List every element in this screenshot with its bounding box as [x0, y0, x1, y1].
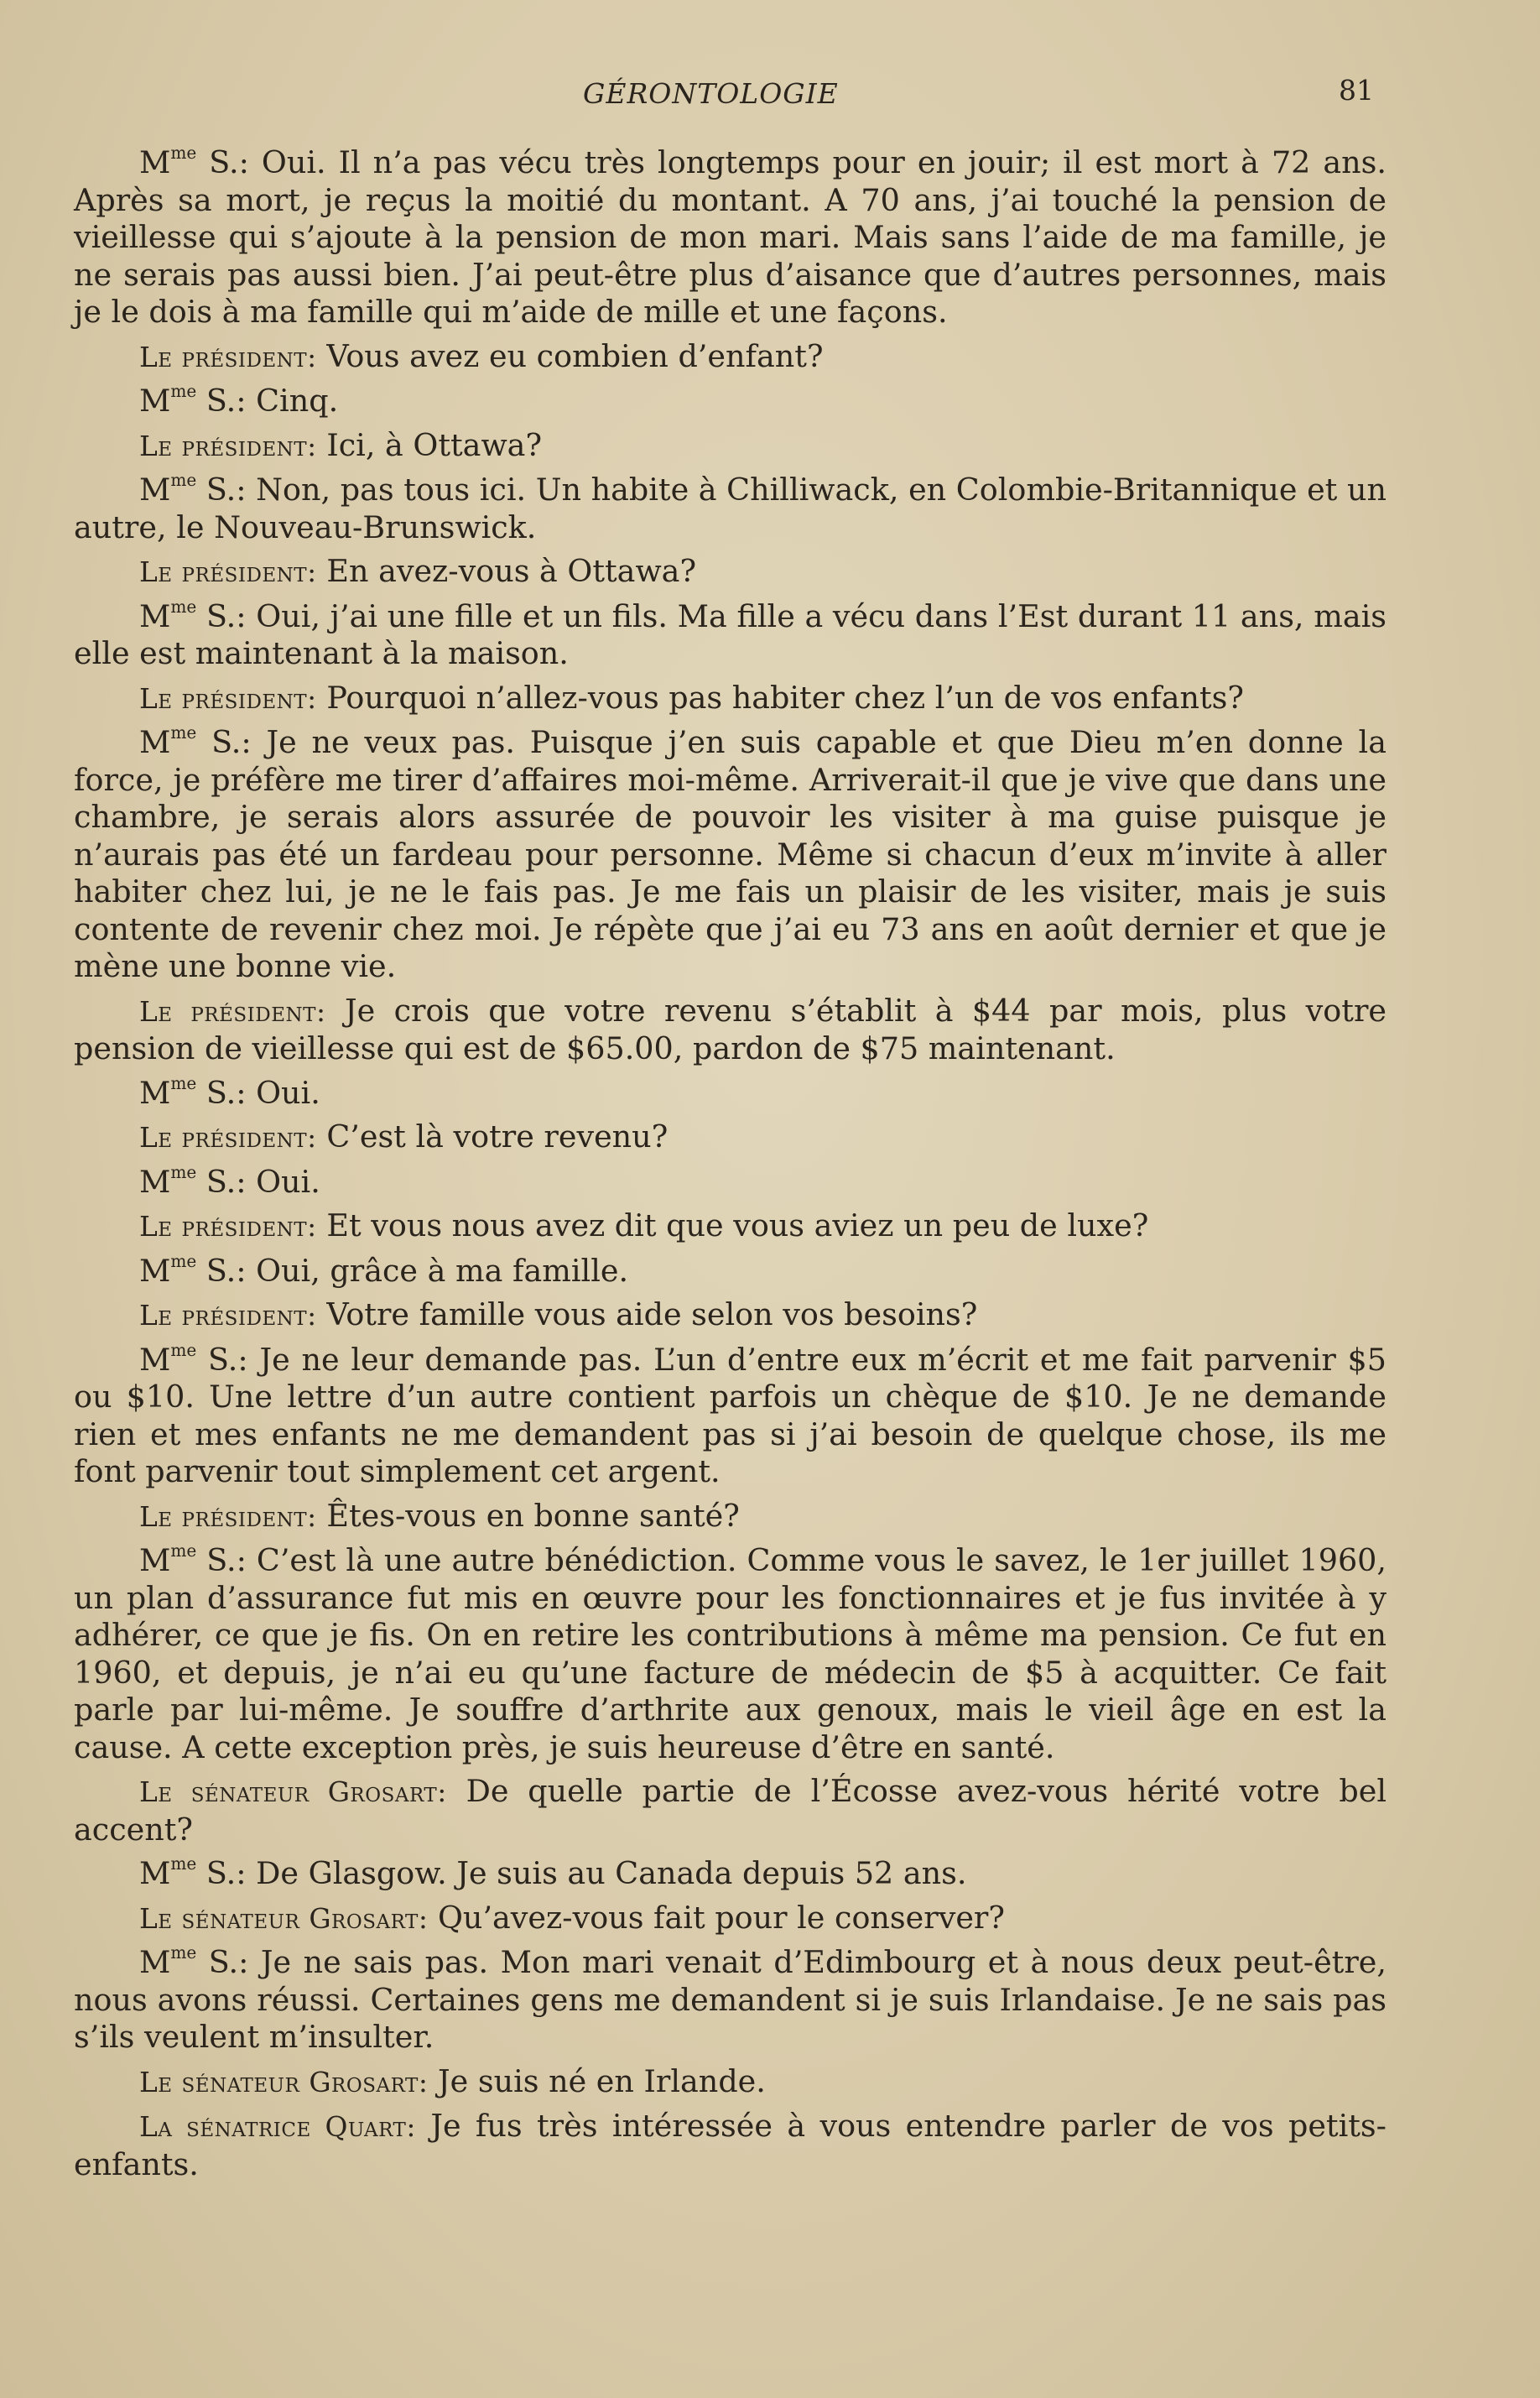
- speaker-name: S.:: [196, 724, 252, 760]
- speaker-initial: M: [139, 472, 171, 508]
- speaker-initial: M: [139, 597, 171, 634]
- speaker-superscript: me: [170, 1339, 197, 1360]
- speaker-name: S.:: [196, 1341, 248, 1378]
- transcript-paragraph: [74, 1161, 1387, 1202]
- speaker-name: S.:: [196, 1074, 247, 1111]
- speaker-label: [139, 1542, 247, 1578]
- transcript-paragraph: [74, 1542, 1387, 1766]
- transcript-paragraph: [74, 144, 1387, 331]
- speaker-label: [139, 469, 247, 508]
- transcript-paragraph: [74, 1773, 1387, 1848]
- speaker-initial: M: [139, 383, 171, 419]
- speaker-superscript: me: [170, 722, 197, 743]
- transcript-paragraph: [74, 2108, 1387, 2183]
- speaker-label: Le sénateur Grosart:: [139, 2066, 429, 2098]
- speaker-initial: M: [139, 1542, 171, 1578]
- speaker-initial: M: [139, 1252, 171, 1289]
- paragraph-text: Êtes-vous en bonne santé?: [316, 1497, 740, 1534]
- paragraph-text: Je fus très intéressée à vous entendre parler de vos petits-enfants.: [74, 2108, 1387, 2182]
- transcript-paragraph: [74, 680, 1387, 718]
- transcript-paragraph: [74, 1118, 1387, 1157]
- speaker-label: Le président:: [139, 430, 317, 462]
- transcript-paragraph: [74, 2063, 1387, 2102]
- paragraph-text: Vous avez eu combien d’enfant?: [316, 337, 824, 374]
- speaker-label: Le président:: [139, 1300, 317, 1332]
- transcript-paragraph: [74, 1250, 1387, 1290]
- speaker-initial: M: [139, 1341, 171, 1378]
- speaker-name: S.:: [196, 1252, 247, 1289]
- transcript-paragraph: [74, 1900, 1387, 1938]
- speaker-label: Le sénateur Grosart:: [139, 1902, 429, 1935]
- transcript-paragraph: [74, 1339, 1387, 1491]
- transcript-paragraph: [74, 1296, 1387, 1335]
- speaker-label: Le président:: [139, 556, 317, 588]
- paragraph-text: C’est là une autre bénédiction. Comme vous le savez, le 1er juillet 1960, un plan d’assurance fut mis en œuvre pour les fonctionnaires et je fus invitée à y adhérer, ce que je fis. On en retire les contributions à même ma pension. Ce fut en 1960, et depuis, je n’ai eu qu’une facture de médecin de $5 à acquitter. Ce fait parle par lui-même. Je souffre d’arthrite aux genoux, mais le vieil âge en est la cause. A cette exception près, je suis heureuse d’être en santé.: [74, 1542, 1387, 1765]
- speaker-label: [139, 1855, 247, 1891]
- transcript-paragraph: [74, 1944, 1387, 2057]
- paragraph-text: De quelle partie de l’Écosse avez-vous hérité votre bel accent?: [74, 1773, 1387, 1848]
- paragraph-text: Je ne leur demande pas. L’un d’entre eux m’écrit et me fait parvenir $5 ou $10. Une lettre d’un autre contient parfois un chèque de $10. Je ne demande rien et mes enfants ne me demandent pas si j’ai besoin de quelque chose, ils me font parvenir tout simplement cet argent.: [74, 1341, 1387, 1489]
- transcript-paragraph: [74, 553, 1387, 592]
- speaker-superscript: me: [170, 1540, 197, 1561]
- paragraph-text: Votre famille vous aide selon vos besoins?: [316, 1296, 978, 1332]
- speaker-name: S.:: [196, 1163, 247, 1200]
- paragraph-text: Je ne veux pas. Puisque j’en suis capable et que Dieu m’en donne la force, je préfère me tirer d’affaires moi-même. Arriverait-il que je vive que dans une chambre, je serais alors assurée de pouvoir les visiter à ma guise puisque je n’aurais pas été un fardeau pour personne. Même si chacun d’eux m’invite à aller habiter chez lui, je ne le fais pas. Je me fais un plaisir de les visiter, mais je suis contente de revenir chez moi. Je répète que j’ai eu 73 ans en août dernier et que je mène une bonne vie.: [74, 724, 1387, 984]
- paragraph-text: De Glasgow. Je suis au Canada depuis 52 ans.: [246, 1855, 967, 1891]
- speaker-superscript: me: [170, 1942, 197, 1963]
- page-number: 81: [1339, 74, 1374, 107]
- speaker-name: S.:: [196, 597, 247, 634]
- speaker-initial: M: [139, 1944, 171, 1980]
- paragraph-text: Oui, j’ai une fille et un fils. Ma fille a vécu dans l’Est durant 11 ans, mais elle est maintenant à la maison.: [74, 597, 1387, 671]
- speaker-superscript: me: [170, 596, 197, 617]
- speaker-superscript: me: [170, 380, 197, 401]
- paragraph-text: Et vous nous avez dit que vous aviez un peu de luxe?: [316, 1207, 1149, 1243]
- paragraph-text: Cinq.: [246, 383, 339, 419]
- paragraph-text: Je crois que votre revenu s’établit à $44 par mois, plus votre pension de vieillesse qui est de $65.00, pardon de $75 maintenant.: [74, 992, 1387, 1066]
- paragraph-text: En avez-vous à Ottawa?: [316, 553, 697, 589]
- transcript-paragraph: [74, 1072, 1387, 1113]
- transcript-paragraph: [74, 338, 1387, 377]
- speaker-initial: M: [139, 1163, 171, 1200]
- paragraph-text: Je suis né en Irlande.: [428, 2062, 766, 2099]
- speaker-superscript: me: [170, 1250, 197, 1271]
- speaker-superscript: me: [170, 469, 197, 490]
- speaker-name: S.:: [196, 144, 249, 180]
- transcript-paragraph: [74, 427, 1387, 466]
- speaker-label: [139, 144, 249, 180]
- speaker-label: [139, 1944, 248, 1980]
- speaker-superscript: me: [170, 1853, 197, 1874]
- speaker-label: Le président:: [139, 682, 317, 715]
- transcript-paragraph: [74, 1855, 1387, 1893]
- transcript-paragraph: [74, 993, 1387, 1068]
- speaker-label: Le président:: [139, 1122, 317, 1154]
- paragraph-text: Qu’avez-vous fait pour le conserver?: [428, 1899, 1005, 1936]
- speaker-label: Le président:: [139, 341, 317, 373]
- speaker-label: [139, 380, 247, 419]
- speaker-name: S.:: [196, 383, 247, 419]
- running-title: GÉRONTOLOGIE: [583, 77, 839, 110]
- speaker-superscript: me: [170, 1072, 197, 1093]
- speaker-name: S.:: [196, 1944, 249, 1980]
- speaker-name: S.:: [196, 1855, 247, 1891]
- paragraph-text: Non, pas tous ici. Un habite à Chilliwack, en Colombie-Britannique et un autre, le Nouveau-Brunswick.: [74, 472, 1387, 545]
- paragraph-text: Oui. Il n’a pas vécu très longtemps pour en jouir; il est mort à 72 ans. Après sa mort, je reçus la moitié du montant. A 70 ans, j’ai touché la pension de vieillesse qui s’ajoute à la pension de mon mari. Mais sans l’aide de ma famille, je ne serais pas aussi bien. J’ai peut-être plus d’aisance que d’autres personnes, mais je le dois à ma famille qui m’aide de mille et une façons.: [74, 144, 1387, 330]
- paragraph-text: Pourquoi n’allez-vous pas habiter chez l’un de vos enfants?: [316, 679, 1244, 716]
- transcript-paragraph: [74, 724, 1387, 986]
- speaker-label: [139, 724, 252, 760]
- paragraph-text: Oui.: [246, 1074, 320, 1111]
- paragraph-text: Oui, grâce à ma famille.: [246, 1252, 629, 1289]
- speaker-name: S.:: [196, 472, 247, 508]
- speaker-label: [139, 1161, 247, 1200]
- paragraph-text: Oui.: [246, 1163, 320, 1200]
- transcript-paragraph: [74, 1207, 1387, 1246]
- speaker-initial: M: [139, 1074, 171, 1111]
- transcript-paragraph: [74, 598, 1387, 673]
- speaker-label: [139, 1339, 248, 1378]
- transcript-paragraph: [74, 1498, 1387, 1536]
- speaker-initial: M: [139, 144, 171, 180]
- speaker-label: Le sénateur Grosart:: [139, 1776, 447, 1808]
- speaker-name: S.:: [196, 1542, 247, 1578]
- speaker-label: [139, 598, 247, 634]
- transcript-paragraph: [74, 380, 1387, 420]
- speaker-label: [139, 1072, 247, 1111]
- speaker-label: La sénatrice Quart:: [139, 2111, 416, 2143]
- speaker-label: Le président:: [139, 1500, 317, 1533]
- transcript-paragraph: [74, 469, 1387, 546]
- speaker-label: Le président:: [139, 1211, 317, 1243]
- paragraph-text: C’est là votre revenu?: [316, 1118, 669, 1155]
- body-text: [74, 144, 1387, 2190]
- speaker-initial: M: [139, 1855, 171, 1891]
- paragraph-text: Je ne sais pas. Mon mari venait d’Edimbourg et à nous deux peut-être, nous avons réussi. Certaines gens me demandent si je suis Irlandaise. Je ne sais pas s’ils veulent m’insulter.: [74, 1944, 1387, 2055]
- speaker-label: [139, 1250, 247, 1289]
- speaker-label: Le président:: [139, 995, 326, 1028]
- paragraph-text: Ici, à Ottawa?: [316, 426, 543, 463]
- speaker-superscript: me: [170, 142, 197, 163]
- speaker-initial: M: [139, 724, 171, 760]
- speaker-superscript: me: [170, 1161, 197, 1182]
